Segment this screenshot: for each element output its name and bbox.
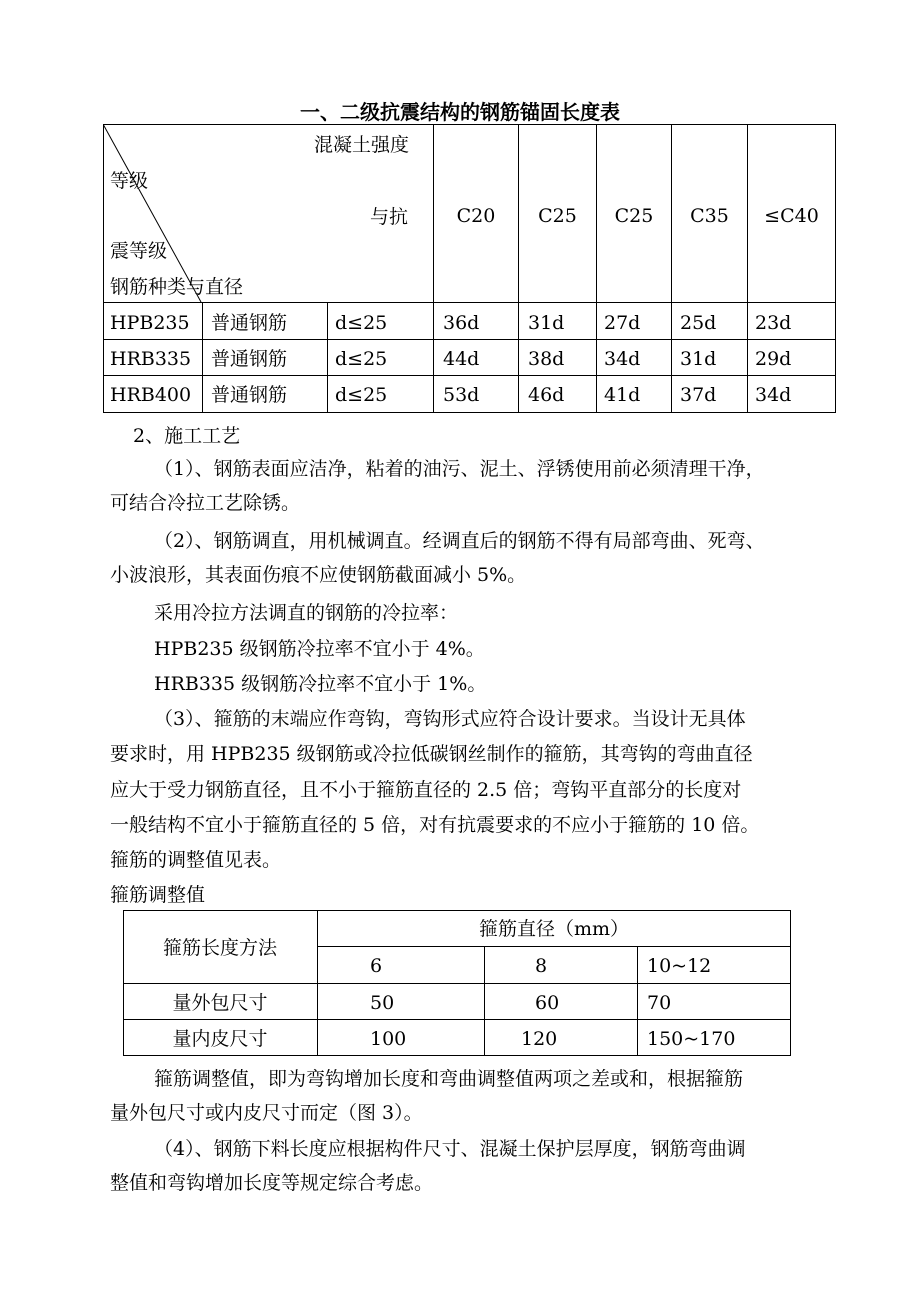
table-cell: 31d — [528, 312, 565, 334]
table-cell: 36d — [443, 312, 480, 334]
row-label: 量内皮尺寸 — [172, 1028, 268, 1050]
paragraph-line: 采用冷拉方法调直的钢筋的冷拉率： — [154, 602, 459, 624]
paragraph-line: 一般结构不宜小于箍筋直径的 5 倍，对有抗震要求的不应小于箍筋的 10 倍。 — [110, 814, 760, 836]
row-diameter: d≤25 — [335, 348, 388, 370]
paragraph-line: HPB235 级钢筋冷拉率不宜小于 4%。 — [154, 638, 485, 660]
table-cell: 38d — [528, 348, 565, 370]
column-header: C25 — [614, 205, 654, 227]
row-label: 量外包尺寸 — [172, 992, 268, 1014]
paragraph-line: （2）、钢筋调直，用机械调直。经调直后的钢筋不得有局部弯曲、死弯、 — [154, 530, 765, 552]
row-diameter: d≤25 — [335, 312, 388, 334]
row-type: 普通钢筋 — [211, 312, 288, 334]
paragraph-line: 小波浪形，其表面伤痕不应使钢筋截面减小 5%。 — [110, 564, 527, 586]
table-cell: 25d — [680, 312, 717, 334]
row-type: 普通钢筋 — [211, 384, 288, 406]
diameter-value: 6 — [370, 955, 383, 977]
table-cell: 70 — [647, 992, 672, 1014]
page-title: 一、二级抗震结构的钢筋锚固长度表 — [300, 100, 620, 124]
table-cell: 23d — [755, 312, 792, 334]
paragraph-line: HRB335 级钢筋冷拉率不宜小于 1%。 — [154, 673, 487, 695]
diameter-value: 8 — [535, 955, 548, 977]
paragraph-line: 应大于受力钢筋直径，且不小于箍筋直径的 2.5 倍；弯钩平直部分的长度对 — [110, 779, 742, 801]
corner-rebar-type-label: 钢筋种类与直径 — [110, 276, 244, 298]
paragraph-line: 要求时，用 HPB235 级钢筋或冷拉低碳钢丝制作的箍筋，其弯钩的弯曲直径 — [110, 743, 753, 765]
row-diameter: d≤25 — [335, 384, 388, 406]
paragraph-line: 可结合冷拉工艺除锈。 — [110, 492, 301, 514]
table-cell: 50 — [370, 992, 395, 1014]
paragraph-line: 整值和弯钩增加长度等规定综合考虑。 — [110, 1172, 434, 1194]
section-heading: 2、施工工艺 — [133, 425, 241, 447]
table-cell: 60 — [535, 992, 560, 1014]
corner-and-seismic-label: 与抗 — [370, 206, 409, 228]
row-grade: HRB400 — [110, 384, 192, 406]
corner-grade-label: 等级 — [110, 170, 149, 192]
corner-seismic-grade-label: 震等级 — [110, 240, 168, 262]
corner-concrete-label: 混凝土强度 — [314, 134, 410, 156]
paragraph-line: （4）、钢筋下料长度应根据构件尺寸、混凝土保护层厚度，钢筋弯曲调 — [154, 1138, 746, 1160]
stirrup-adjustment-table — [123, 910, 791, 1056]
table-cell: 53d — [443, 384, 480, 406]
table-cell: 120 — [521, 1028, 558, 1050]
method-header: 箍筋长度方法 — [162, 937, 277, 959]
paragraph-line: 箍筋的调整值见表。 — [110, 849, 282, 871]
table-cell: 31d — [680, 348, 717, 370]
table-cell: 34d — [755, 384, 792, 406]
anchorage-length-table — [103, 124, 836, 413]
table-cell: 29d — [755, 348, 792, 370]
table-cell: 34d — [604, 348, 641, 370]
paragraph-line: （3）、箍筋的末端应作弯钩，弯钩形式应符合设计要求。当设计无具体 — [154, 708, 746, 730]
paragraph-line: 箍筋调整值，即为弯钩增加长度和弯曲调整值两项之差或和，根据箍筋 — [154, 1068, 744, 1090]
row-type: 普通钢筋 — [211, 348, 288, 370]
row-grade: HPB235 — [110, 312, 190, 334]
paragraph-line: （1）、钢筋表面应洁净，粘着的油污、泥土、浮锈使用前必须清理干净， — [154, 458, 765, 480]
table-cell: 100 — [370, 1028, 407, 1050]
column-header: C20 — [456, 205, 496, 227]
table-caption: 箍筋调整值 — [110, 884, 206, 906]
table-cell: 46d — [528, 384, 565, 406]
table-cell: 37d — [680, 384, 717, 406]
paragraph-line: 量外包尺寸或内皮尺寸而定（图 3）。 — [110, 1102, 423, 1124]
column-header: C35 — [690, 205, 729, 227]
row-grade: HRB335 — [110, 348, 192, 370]
diameter-value: 10~12 — [647, 955, 712, 977]
diameter-header: 箍筋直径（mm） — [478, 918, 630, 940]
table-cell: 44d — [443, 348, 480, 370]
table-cell: 150~170 — [647, 1028, 736, 1050]
column-header: C25 — [538, 205, 577, 227]
table-cell: 41d — [604, 384, 641, 406]
column-header: ≤C40 — [764, 205, 819, 227]
table-cell: 27d — [604, 312, 641, 334]
